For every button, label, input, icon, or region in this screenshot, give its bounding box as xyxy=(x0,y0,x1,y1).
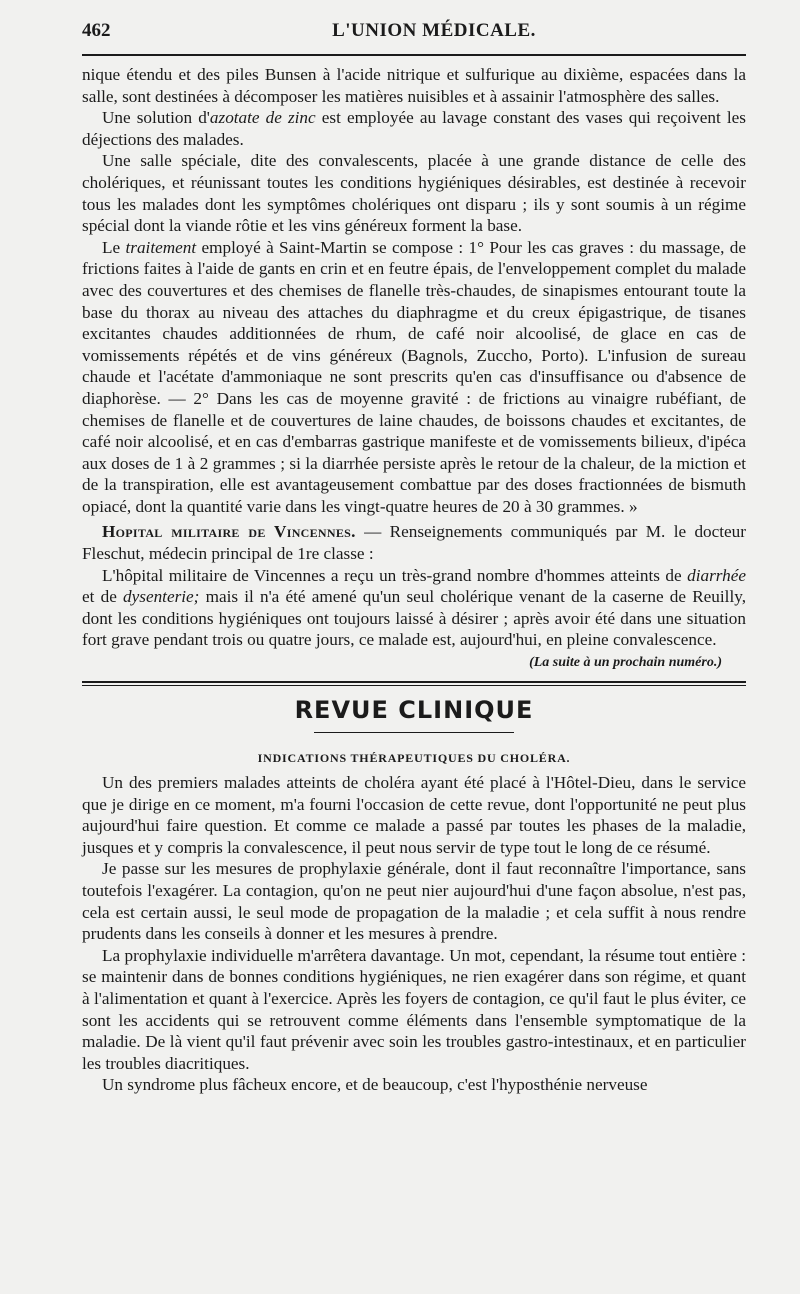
text-span: — Renseignements communiqués par M. le docteur Fleschut, médecin principal de 1re classe : xyxy=(82,522,746,564)
text-span: et de xyxy=(82,587,124,607)
italic-term: azotate de zinc xyxy=(209,108,316,128)
text-span: est employée au lavage constant des vases qui reçoivent les déjections des malades. xyxy=(82,108,746,149)
paragraph-vincennes-body xyxy=(82,565,746,651)
italic-term: dysenterie; xyxy=(123,587,200,607)
text-span: Une solution d' xyxy=(102,108,210,128)
paragraph-revue-2: Je passe sur les mesures de prophylaxie générale, dont il faut reconnaître l'importance, sans toutefois l'exagérer. La contagion, qu'on ne peut nier aujourd'hui d'une façon absolue, n'est pas, cela est certain aussi, le seul mode de propagation de la maladie ; et cela suffit à nous rendre prudents dans les conseils à donner et les mesures à prendre. xyxy=(82,859,746,944)
paragraph-batteries: nique étendu et des piles Bunsen à l'acide nitrique et sulfurique au dixième, espacées dans la salle, sont destinées à décomposer les matières nuisibles et à assainir l'atmosphère des salles. xyxy=(82,65,746,106)
italic-term: traitement xyxy=(125,237,197,257)
text-span: L'hôpital militaire de Vincennes a reçu un très-grand nombre d'hommes atteints de xyxy=(102,565,688,585)
text-span: mais il n'a été amené qu'un seul cholérique venant de la caserne de Reuilly, dont les conditions hygiéniques ont toujours laissé à désirer ; après avoir été dans une situation fort grave pendant trois ou quatre jours, ce malade est, aujourd'hui, en pleine convalescence. xyxy=(82,587,746,650)
section-title: REVUE CLINIQUE xyxy=(294,696,534,725)
header-rule xyxy=(82,54,746,56)
hospital-heading: Hopital militaire de Vincennes. xyxy=(102,522,356,542)
title-underline xyxy=(314,732,514,733)
paragraph-traitement xyxy=(82,237,746,518)
section-rule xyxy=(82,681,746,686)
paragraph-revue-4: Un syndrome plus fâcheux encore, et de beaucoup, c'est l'hyposthénie nerveuse xyxy=(102,1075,648,1095)
paragraph-zinc xyxy=(82,107,746,150)
continuation-note: (La suite à un prochain numéro.) xyxy=(529,655,722,671)
paragraph-vincennes-heading xyxy=(82,521,746,564)
paragraph-revue-3: La prophylaxie individuelle m'arrêtera davantage. Un mot, cependant, la résume tout entière : se maintenir dans de bonnes conditions hygiéniques, ne rien exagérer dans son régime, et quant à l'alimentation et quant à l'exercice. Après les foyers de contagion, ce qu'il faut le plus éviter, ce sont les accidents qui se retrouvent comme éléments dans l'ensemble symptomatique de la maladie. De là vient qu'il faut prévenir avec soin les troubles gastro-intestinaux, et en particulier les troubles diacritiques. xyxy=(82,945,746,1073)
section-subtitle: INDICATIONS THÉRAPEUTIQUES DU CHOLÉRA. xyxy=(257,751,571,766)
text-span: employé à Saint-Martin se compose : 1° Pour les cas graves : du massage, de frictions faites à l'aide de gants en crin et en feutre épais, de l'enveloppement complet du malade avec des couvertures et des chemises de flanelle très-chaudes, de sinapismes entourant toute la base du thorax au niveau des attaches du diaphragme et du creux épigastrique, de tisanes excitantes chaudes additionnées de rhum, de café noir alcoolisé, de glace en cas de vomissements répétés et de vins généreux (Bagnols, Zuccho, Porto). L'infusion de sureau chaude et l'acétate d'ammoniaque ne sont prescrits qu'en cas d'insuffisance ou d'absence de diaphorèse. — 2° Dans les cas de moyenne gravité : de frictions au vinaigre rubéfiant, de chemises de flanelle et de couvertures de laine chaudes, de boissons chaudes et excitantes, de café noir alcoolisé, et en cas d'embarras gastrique manifeste et de vomissements bilieux, d'ipéca aux doses de 1 à 2 grammes ; si la diarrhée persiste après le retour de la chaleur, de la miction et de la transpiration, elle est avantageusement combattue par des doses fractionnées de bismuth opiacé, dont la quantité varie dans les vingt-quatre heures de 20 à 30 grammes. » xyxy=(82,237,746,516)
text-span: Le xyxy=(102,237,126,257)
page-number: 462 xyxy=(82,20,111,41)
paragraph-revue-1: Un des premiers malades atteints de choléra ayant été placé à l'Hôtel-Dieu, dans le service que je dirige en ce moment, m'a fourni l'occasion de cette revue, dont l'opportunité ne peut plus aujourd'hui faire question. Et comme ce malade a passé par toutes les phases de la maladie, jusques et y compris la convalescence, il peut nous servir de type tout le long de ce résumé. xyxy=(82,773,746,857)
page-header xyxy=(82,12,746,48)
running-title: L'UNION MÉDICALE. xyxy=(332,20,536,41)
paragraph-convalescents: Une salle spéciale, dite des convalescents, placée à une grande distance de celle des cholériques, et réunissant toutes les conditions hygiéniques désirables, est destinée à recevoir tous les malades dont les symptômes cholériques ont disparu ; ils y sont soumis à un régime spécial dont la viande rôtie et les vins généreux forment la base. xyxy=(82,151,746,236)
italic-term: diarrhée xyxy=(687,565,746,585)
